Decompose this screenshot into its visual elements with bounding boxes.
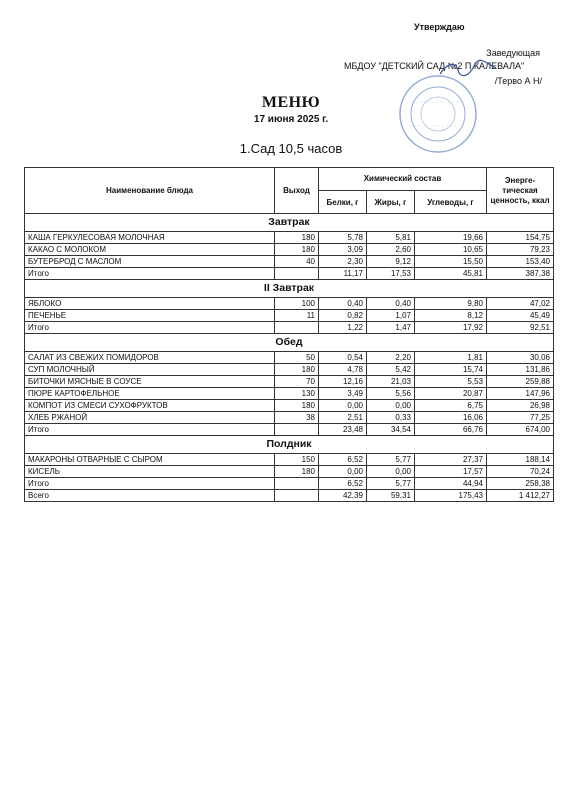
dish-name-cell: ПЮРЕ КАРТОФЕЛЬНОЕ bbox=[25, 388, 275, 400]
dish-yield-cell: 180 bbox=[275, 400, 319, 412]
fats-cell: 9,12 bbox=[367, 256, 415, 268]
signature-name: /Терво А Н/ bbox=[494, 76, 542, 86]
proteins-cell: 0,00 bbox=[319, 400, 367, 412]
dish-name-cell: МАКАРОНЫ ОТВАРНЫЕ С СЫРОМ bbox=[25, 454, 275, 466]
dish-yield-cell bbox=[275, 478, 319, 490]
subtotal-row bbox=[25, 268, 554, 280]
carbs-cell: 17,92 bbox=[415, 322, 487, 334]
carbs-cell: 45,81 bbox=[415, 268, 487, 280]
dish-name-cell: СУП МОЛОЧНЫЙ bbox=[25, 364, 275, 376]
fats-cell: 2,60 bbox=[367, 244, 415, 256]
carbs-cell: 19,66 bbox=[415, 232, 487, 244]
energy-cell: 1 412,27 bbox=[487, 490, 554, 502]
section-title: Обед bbox=[25, 334, 554, 352]
carbs-cell: 6,75 bbox=[415, 400, 487, 412]
dish-name-cell: КИСЕЛЬ bbox=[25, 466, 275, 478]
table-row bbox=[25, 388, 554, 400]
fats-cell: 5,42 bbox=[367, 364, 415, 376]
dish-yield-cell: 180 bbox=[275, 232, 319, 244]
table-row bbox=[25, 298, 554, 310]
header-dish-name: Наименование блюда bbox=[25, 168, 275, 214]
carbs-cell: 15,50 bbox=[415, 256, 487, 268]
energy-cell: 258,38 bbox=[487, 478, 554, 490]
carbs-cell: 1,81 bbox=[415, 352, 487, 364]
dish-name-cell: ЯБЛОКО bbox=[25, 298, 275, 310]
proteins-cell: 0,82 bbox=[319, 310, 367, 322]
proteins-cell: 0,00 bbox=[319, 466, 367, 478]
carbs-cell: 17,57 bbox=[415, 466, 487, 478]
fats-cell: 1,47 bbox=[367, 322, 415, 334]
section-title: II Завтрак bbox=[25, 280, 554, 298]
menu-subtitle: 1.Сад 10,5 часов bbox=[239, 141, 343, 156]
dish-name-cell: Итого bbox=[25, 322, 275, 334]
fats-cell: 5,56 bbox=[367, 388, 415, 400]
section-header-row bbox=[25, 214, 554, 232]
energy-cell: 92,51 bbox=[487, 322, 554, 334]
dish-yield-cell: 180 bbox=[275, 466, 319, 478]
dish-name-cell: Итого bbox=[25, 268, 275, 280]
dish-name-cell: ХЛЕБ РЖАНОЙ bbox=[25, 412, 275, 424]
carbs-cell: 9,80 bbox=[415, 298, 487, 310]
fats-cell: 21,03 bbox=[367, 376, 415, 388]
energy-cell: 26,98 bbox=[487, 400, 554, 412]
menu-body bbox=[25, 214, 554, 502]
page-title: МЕНЮ bbox=[261, 94, 321, 111]
dish-yield-cell bbox=[275, 268, 319, 280]
carbs-cell: 20,87 bbox=[415, 388, 487, 400]
dish-name-cell: БУТЕРБРОД С МАСЛОМ bbox=[25, 256, 275, 268]
dish-name-cell: Всего bbox=[25, 490, 275, 502]
dish-yield-cell: 150 bbox=[275, 454, 319, 466]
proteins-cell: 2,30 bbox=[319, 256, 367, 268]
grand-total-row bbox=[25, 490, 554, 502]
proteins-cell: 3,09 bbox=[319, 244, 367, 256]
table-row bbox=[25, 244, 554, 256]
energy-cell: 131,86 bbox=[487, 364, 554, 376]
carbs-cell: 175,43 bbox=[415, 490, 487, 502]
carbs-cell: 10,65 bbox=[415, 244, 487, 256]
dish-name-cell: БИТОЧКИ МЯСНЫЕ В СОУСЕ bbox=[25, 376, 275, 388]
dish-name-cell: ПЕЧЕНЬЕ bbox=[25, 310, 275, 322]
dish-yield-cell: 40 bbox=[275, 256, 319, 268]
approve-label: Утверждаю bbox=[414, 22, 465, 32]
proteins-cell: 5,78 bbox=[319, 232, 367, 244]
table-row bbox=[25, 352, 554, 364]
carbs-cell: 16,06 bbox=[415, 412, 487, 424]
dish-name-cell: САЛАТ ИЗ СВЕЖИХ ПОМИДОРОВ bbox=[25, 352, 275, 364]
energy-cell: 259,88 bbox=[487, 376, 554, 388]
dish-yield-cell: 70 bbox=[275, 376, 319, 388]
proteins-cell: 12,16 bbox=[319, 376, 367, 388]
dish-name-cell: Итого bbox=[25, 478, 275, 490]
subtotal-row bbox=[25, 424, 554, 436]
carbs-cell: 27,37 bbox=[415, 454, 487, 466]
menu-date: 17 июня 2025 г. bbox=[253, 114, 329, 125]
table-row bbox=[25, 310, 554, 322]
proteins-cell: 42,39 bbox=[319, 490, 367, 502]
energy-cell: 674,00 bbox=[487, 424, 554, 436]
header-energy: Энерге-тическая ценность, ккал bbox=[487, 168, 554, 214]
carbs-cell: 44,94 bbox=[415, 478, 487, 490]
section-header-row bbox=[25, 436, 554, 454]
subtotal-row bbox=[25, 478, 554, 490]
dish-yield-cell: 38 bbox=[275, 412, 319, 424]
dish-yield-cell bbox=[275, 322, 319, 334]
subtotal-row bbox=[25, 322, 554, 334]
table-row bbox=[25, 364, 554, 376]
dish-yield-cell bbox=[275, 424, 319, 436]
carbs-cell: 15,74 bbox=[415, 364, 487, 376]
dish-name-cell: Итого bbox=[25, 424, 275, 436]
menu-table bbox=[24, 167, 554, 502]
proteins-cell: 4,78 bbox=[319, 364, 367, 376]
dish-yield-cell: 180 bbox=[275, 244, 319, 256]
fats-cell: 5,77 bbox=[367, 478, 415, 490]
approver-position: Заведующая bbox=[486, 48, 540, 58]
proteins-cell: 0,54 bbox=[319, 352, 367, 364]
organization-name: МБДОУ "ДЕТСКИЙ САД №2 П.КАЛЕВАЛА" bbox=[344, 61, 525, 71]
fats-cell: 0,00 bbox=[367, 466, 415, 478]
fats-cell: 59,31 bbox=[367, 490, 415, 502]
header-yield: Выход bbox=[275, 168, 319, 214]
proteins-cell: 2,51 bbox=[319, 412, 367, 424]
dish-yield-cell: 130 bbox=[275, 388, 319, 400]
fats-cell: 5,81 bbox=[367, 232, 415, 244]
section-title: Полдник bbox=[25, 436, 554, 454]
table-row bbox=[25, 232, 554, 244]
energy-cell: 154,75 bbox=[487, 232, 554, 244]
energy-cell: 188,14 bbox=[487, 454, 554, 466]
header-carbs: Углеводы, г bbox=[415, 191, 487, 214]
dish-name-cell: КАКАО С МОЛОКОМ bbox=[25, 244, 275, 256]
header-chemical-composition: Химический состав bbox=[319, 168, 487, 191]
dish-yield-cell: 50 bbox=[275, 352, 319, 364]
fats-cell: 0,40 bbox=[367, 298, 415, 310]
dish-yield-cell: 100 bbox=[275, 298, 319, 310]
dish-yield-cell bbox=[275, 490, 319, 502]
energy-cell: 77,25 bbox=[487, 412, 554, 424]
fats-cell: 17,53 bbox=[367, 268, 415, 280]
section-title: Завтрак bbox=[25, 214, 554, 232]
energy-cell: 47,02 bbox=[487, 298, 554, 310]
proteins-cell: 0,40 bbox=[319, 298, 367, 310]
table-row bbox=[25, 256, 554, 268]
proteins-cell: 6,52 bbox=[319, 478, 367, 490]
proteins-cell: 11,17 bbox=[319, 268, 367, 280]
fats-cell: 1,07 bbox=[367, 310, 415, 322]
fats-cell: 0,33 bbox=[367, 412, 415, 424]
fats-cell: 2,20 bbox=[367, 352, 415, 364]
proteins-cell: 6,52 bbox=[319, 454, 367, 466]
section-header-row bbox=[25, 334, 554, 352]
energy-cell: 153,40 bbox=[487, 256, 554, 268]
fats-cell: 34,54 bbox=[367, 424, 415, 436]
table-row bbox=[25, 376, 554, 388]
proteins-cell: 23,48 bbox=[319, 424, 367, 436]
table-row bbox=[25, 454, 554, 466]
energy-cell: 387,38 bbox=[487, 268, 554, 280]
dish-name-cell: КАША ГЕРКУЛЕСОВАЯ МОЛОЧНАЯ bbox=[25, 232, 275, 244]
energy-cell: 70,24 bbox=[487, 466, 554, 478]
carbs-cell: 8,12 bbox=[415, 310, 487, 322]
section-header-row bbox=[25, 280, 554, 298]
table-row bbox=[25, 400, 554, 412]
carbs-cell: 66,76 bbox=[415, 424, 487, 436]
carbs-cell: 5,53 bbox=[415, 376, 487, 388]
table-row bbox=[25, 466, 554, 478]
fats-cell: 0,00 bbox=[367, 400, 415, 412]
proteins-cell: 3,49 bbox=[319, 388, 367, 400]
proteins-cell: 1,22 bbox=[319, 322, 367, 334]
energy-cell: 45,49 bbox=[487, 310, 554, 322]
fats-cell: 5,77 bbox=[367, 454, 415, 466]
dish-name-cell: КОМПОТ ИЗ СМЕСИ СУХОФРУКТОВ bbox=[25, 400, 275, 412]
header-fats: Жиры, г bbox=[367, 191, 415, 214]
energy-cell: 79,23 bbox=[487, 244, 554, 256]
header-proteins: Белки, г bbox=[319, 191, 367, 214]
energy-cell: 147,96 bbox=[487, 388, 554, 400]
energy-cell: 30,06 bbox=[487, 352, 554, 364]
dish-yield-cell: 180 bbox=[275, 364, 319, 376]
dish-yield-cell: 11 bbox=[275, 310, 319, 322]
table-row bbox=[25, 412, 554, 424]
